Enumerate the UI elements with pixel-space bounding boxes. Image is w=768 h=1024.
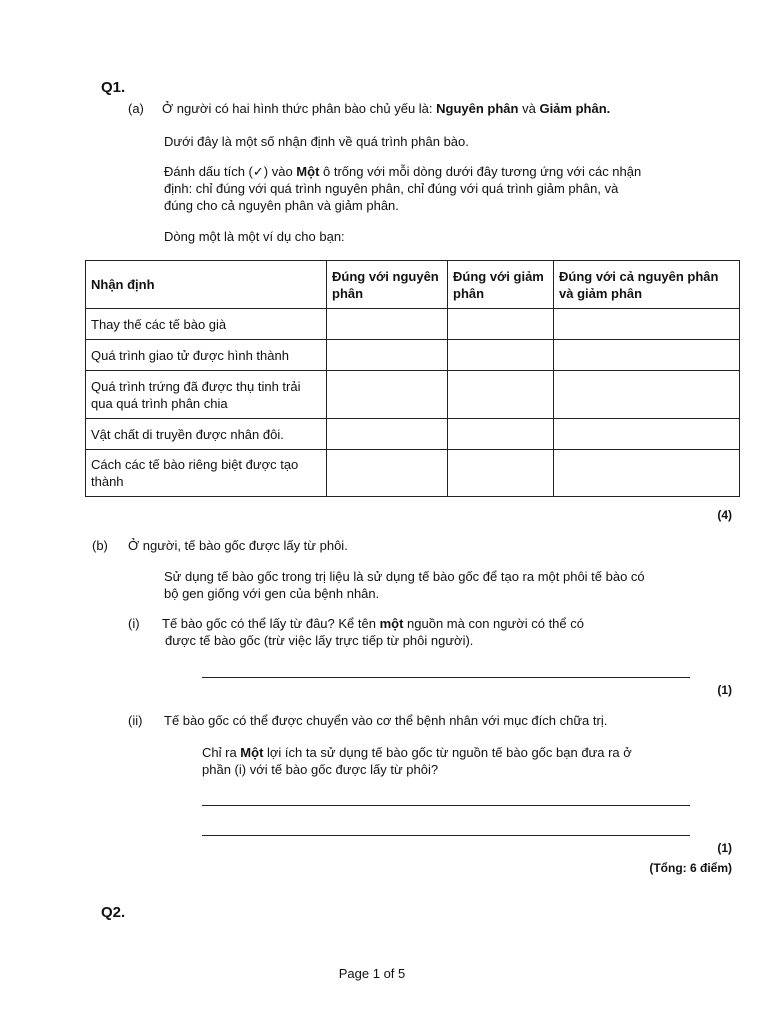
- para2-line1: [164, 163, 641, 180]
- intro-text: Ở người có hai hình thức phân bào chủ yếu là:: [162, 101, 437, 116]
- part-b-i-line2: được tế bào gốc (trừ việc lấy trực tiếp từ phôi người).: [165, 633, 474, 648]
- page-number: Page 1 of 5: [338, 966, 406, 981]
- part-a-intro: [162, 100, 610, 117]
- part-b-ii-question: [202, 744, 632, 778]
- checkbox-cell-meiosis[interactable]: [448, 371, 554, 419]
- part-b-i-marks: (1): [717, 683, 732, 697]
- question-1-title: Q1.: [101, 79, 126, 96]
- part-a-para2: [164, 163, 641, 214]
- table-row: [86, 340, 740, 371]
- part-b-label: (b): [92, 538, 108, 553]
- checkbox-cell-both[interactable]: [554, 419, 740, 450]
- answer-line-ii-2[interactable]: [202, 835, 690, 836]
- intro-bold-mitosis: Nguyên phân: [436, 101, 519, 116]
- para2-line3: đúng cho cả nguyên phân và giảm phân.: [164, 198, 399, 213]
- part-a-para3: Dòng một là một ví dụ cho bạn:: [164, 229, 345, 244]
- part-b-i-question: [162, 615, 584, 649]
- part-b-ii-line1: Tế bào gốc có thể được chuyển vào cơ thể bệnh nhân với mục đích chữa trị.: [164, 713, 608, 728]
- part-b-para1: [164, 568, 645, 602]
- i-prefix: Tế bào gốc có thể lấy từ đâu? Kể tên: [162, 616, 380, 631]
- part-b-ii-line2: [202, 744, 632, 761]
- para2-line2: định: chỉ đúng với quá trình nguyên phân, chỉ đúng với quá trình giảm phân, và: [164, 181, 619, 196]
- checkbox-cell-mitosis[interactable]: [327, 419, 448, 450]
- table-row: [86, 371, 740, 419]
- checkbox-cell-mitosis[interactable]: [327, 371, 448, 419]
- part-b-ii-label: (ii): [128, 713, 143, 728]
- part-b-para1-line1: Sử dụng tế bào gốc trong trị liệu là sử dụng tế bào gốc để tạo ra một phôi tế bào có: [164, 569, 645, 584]
- ii-prefix: Chỉ ra: [202, 745, 241, 760]
- part-a-marks: (4): [717, 508, 732, 522]
- checkbox-cell-mitosis[interactable]: [327, 340, 448, 371]
- ii-suffix: lợi ích ta sử dụng tế bào gốc từ nguồn tế bào gốc bạn đưa ra ở: [263, 745, 632, 760]
- table-header-mitosis: Đúng với nguyên phân: [327, 261, 448, 309]
- table-row-statement: Quá trình giao tử được hình thành: [86, 340, 327, 371]
- question-2-title: Q2.: [101, 904, 126, 921]
- ii-bold: Một: [240, 745, 264, 760]
- checkbox-cell-mitosis[interactable]: [327, 450, 448, 497]
- para2-suffix: ô trống với mỗi dòng dưới đây tương ứng với các nhận: [319, 164, 642, 179]
- table-header-statement: Nhận định: [86, 261, 327, 309]
- part-b-i-label: (i): [128, 616, 140, 631]
- para2-bold: Một: [296, 164, 320, 179]
- table-row-statement: Quá trình trứng đã được thụ tinh trải qua quá trình phân chia: [86, 371, 327, 419]
- part-a-para1: Dưới đây là một số nhận định về quá trình phân bào.: [164, 134, 469, 149]
- table-row-statement: Vật chất di truyền được nhân đôi.: [86, 419, 327, 450]
- table-row-statement: Cách các tế bào riêng biệt được tạo thành: [86, 450, 327, 497]
- checkbox-cell-meiosis[interactable]: [448, 419, 554, 450]
- table-row: [86, 309, 740, 340]
- table-header-both: Đúng với cả nguyên phân và giảm phân: [554, 261, 740, 309]
- intro-connector: và: [518, 101, 540, 116]
- checkbox-cell-both[interactable]: [554, 340, 740, 371]
- mitosis-meiosis-table: [85, 260, 740, 497]
- table-header-row: [86, 261, 740, 309]
- checkbox-cell-meiosis[interactable]: [448, 340, 554, 371]
- intro-bold-meiosis: Giảm phân.: [539, 101, 611, 116]
- checkbox-cell-meiosis[interactable]: [448, 309, 554, 340]
- table-row: [86, 450, 740, 497]
- table-row-statement: Thay thế các tế bào già: [86, 309, 327, 340]
- answer-line-ii-1[interactable]: [202, 805, 690, 806]
- answer-line-i[interactable]: [202, 677, 690, 678]
- part-a-label: (a): [128, 101, 144, 116]
- table-row: [86, 419, 740, 450]
- i-bold: một: [379, 616, 404, 631]
- checkbox-cell-both[interactable]: [554, 309, 740, 340]
- checkbox-cell-mitosis[interactable]: [327, 309, 448, 340]
- part-b-ii-marks: (1): [717, 841, 732, 855]
- question-1-total: (Tổng: 6 điểm): [649, 861, 732, 875]
- checkbox-cell-meiosis[interactable]: [448, 450, 554, 497]
- part-b-intro: Ở người, tế bào gốc được lấy từ phôi.: [128, 538, 348, 553]
- part-b-i-line1: [162, 615, 584, 632]
- part-b-ii-line3: phần (i) với tế bào gốc được lấy từ phôi?: [202, 762, 439, 777]
- checkbox-cell-both[interactable]: [554, 450, 740, 497]
- i-suffix: nguồn mà con người có thể có: [403, 616, 584, 631]
- checkbox-cell-both[interactable]: [554, 371, 740, 419]
- para2-prefix: Đánh dấu tích (✓) vào: [164, 164, 297, 179]
- part-b-para1-line2: bộ gen giống với gen của bệnh nhân.: [164, 586, 380, 601]
- table-header-meiosis: Đúng với giảm phân: [448, 261, 554, 309]
